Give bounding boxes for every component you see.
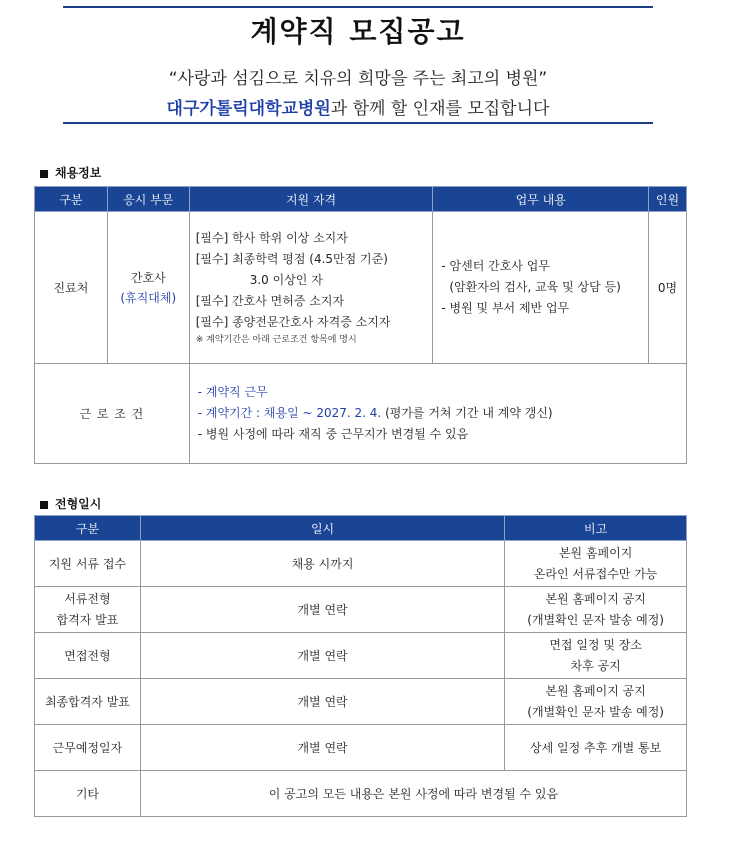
qualification-line: [필수] 최종학력 평점 (4.5만점 기준) [195,252,388,266]
header-top-rule [63,6,653,8]
conditions-cell [189,364,686,464]
page-title: 계약직 모집공고 [250,15,466,48]
category-cell: 최종합격자 발표 [35,679,141,725]
col-header-category: 구분 [35,187,108,212]
date-cell: 개별 연락 [140,633,504,679]
table-row [35,725,687,771]
table-row [35,212,687,364]
category-line: 서류전형 [64,591,111,606]
section-schedule-title [40,495,101,512]
date-cell: 개별 연락 [140,587,504,633]
section-title-text: 전형일시 [55,497,102,511]
col-header-remark: 비고 [505,516,687,541]
col-header-field: 응시 부문 [107,187,189,212]
remark-line: (개별확인 문자 발송 예정) [527,612,664,627]
condition-line: - 병원 사정에 따라 재직 중 근무지가 변경될 수 있음 [197,427,469,441]
category-cell [35,587,141,633]
category-cell: 지원 서류 접수 [35,541,141,587]
qualification-line: [필수] 종양전문간호사 자격증 소지자 [195,315,391,329]
hospital-name: 대구가톨릭대학교병원 [166,99,331,119]
remark-line: 본원 홈페이지 [558,545,633,560]
section-recruit-info-title [40,164,101,181]
qualification-line: 3.0 이상인 자 [249,273,323,287]
col-header-category: 구분 [35,516,141,541]
table-header-row [35,187,687,212]
duty-line: (암환자의 검사, 교육 및 상담 등) [449,280,621,294]
recruit-subtitle [63,94,653,119]
date-cell: 채용 시까지 [140,541,504,587]
category-cell: 진료처 [35,212,108,364]
contract-note: ※ 계약기간은 아래 근로조건 항목에 명시 [195,335,357,345]
table-header-row [35,516,687,541]
remark-line: 본원 홈페이지 공지 [545,683,646,698]
field-name: 간호사 [130,271,166,285]
remark-cell: 상세 일정 추후 개별 통보 [505,725,687,771]
col-header-date: 일시 [140,516,504,541]
qualification-line: [필수] 학사 학위 이상 소지자 [195,231,348,245]
etc-cell: 이 공고의 모든 내용은 본원 사정에 따라 변경될 수 있음 [140,771,686,817]
condition-line: - 계약직 근무 [197,385,268,399]
duty-line: - 병원 및 부서 제반 업무 [441,301,570,315]
square-bullet-icon [40,501,48,509]
remark-cell [505,587,687,633]
col-header-duties: 업무 내용 [433,187,649,212]
slogan: “사랑과 섬김으로 치유의 희망을 주는 최고의 병원” [168,69,548,89]
category-line: 합격자 발표 [56,612,119,627]
field-sub: (휴직대체) [120,291,177,305]
category-cell: 근무예정일자 [35,725,141,771]
date-cell: 개별 연락 [140,725,504,771]
remark-cell [505,679,687,725]
conditions-row [35,364,687,464]
table-row [35,771,687,817]
qualification-line: [필수] 간호사 면허증 소지자 [195,294,345,308]
table-row [35,633,687,679]
field-cell [107,212,189,364]
remark-cell [505,633,687,679]
recruit-info-table [34,186,687,464]
header-bottom-rule [63,122,653,124]
remark-line: 면접 일정 및 장소 [549,637,642,652]
remark-line: 차후 공지 [570,658,621,673]
remark-cell [505,541,687,587]
recruit-text: 과 함께 할 인재를 모집합니다 [330,99,550,119]
schedule-table [34,515,687,817]
duties-cell [433,212,649,364]
conditions-label: 근 로 조 건 [35,364,190,464]
table-row [35,587,687,633]
condition-line [198,403,678,424]
contract-period: - 계약기간 : 채용일 ~ 2027. 2. 4. [197,406,382,420]
count-cell: 0명 [649,212,687,364]
square-bullet-icon [40,170,48,178]
duty-line: - 암센터 간호사 업무 [441,259,550,273]
remark-line: 온라인 서류접수만 가능 [533,566,658,581]
table-row [35,679,687,725]
category-cell: 면접전형 [35,633,141,679]
qualification-cell [189,212,433,364]
date-cell: 개별 연락 [140,679,504,725]
remark-line: 본원 홈페이지 공지 [545,591,646,606]
contract-renewal: (평가를 거쳐 기간 내 계약 갱신) [381,406,553,420]
remark-line: (개별확인 문자 발송 예정) [527,704,664,719]
col-header-qualification: 지원 자격 [189,187,433,212]
section-title-text: 채용정보 [55,166,102,180]
table-row [35,541,687,587]
category-cell: 기타 [35,771,141,817]
col-header-count: 인원 [649,187,687,212]
